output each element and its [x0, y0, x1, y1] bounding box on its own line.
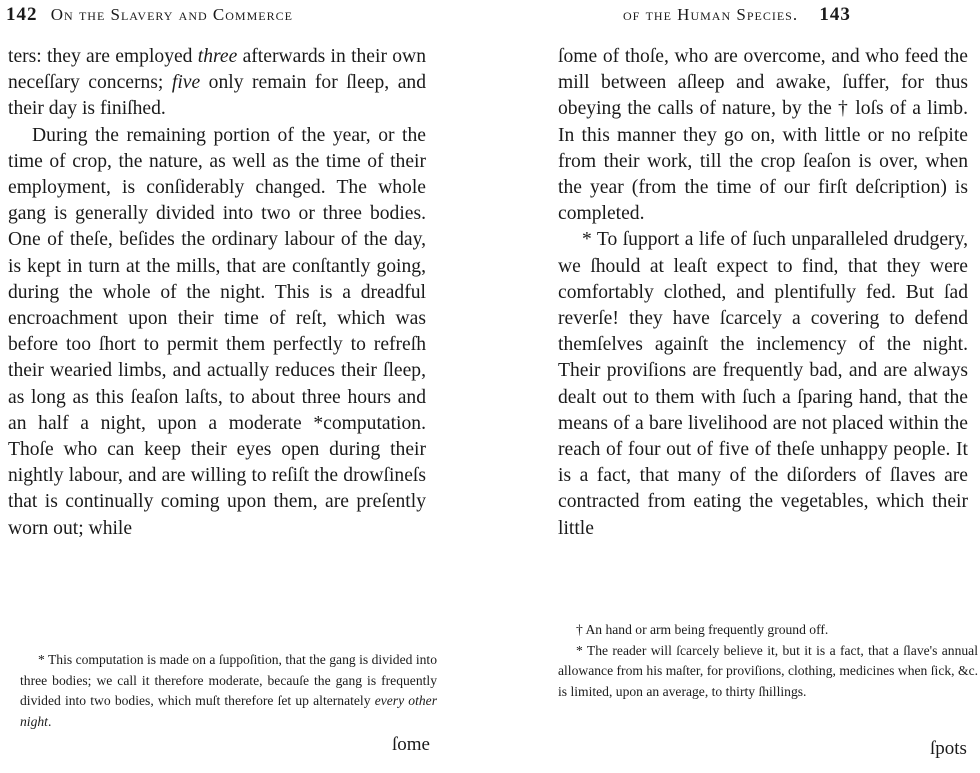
right-running-head	[623, 4, 980, 26]
left-page	[0, 0, 470, 773]
right-footnote-dagger: † An hand or arm being frequently ground off.	[576, 622, 829, 637]
left-footnote-end: .	[47, 713, 52, 729]
right-paragraph-2: * To ſupport a life of ſuch unparalleled drudgery, we ſhould at leaſt expect to find, that they were comfortably clothed, and plentifully fed. But ſad reverſe! they have ſcarcely a covering to defend themſelves againſt the inclemency of the night. Their proviſions are frequently bad, and are always dealt out to them with ſuch a ſparing hand, that the means of a bare livelihood are not placed within the reach of four out of five of theſe unhappy people. It is a fact, that many of the diſorders of ſlaves are contracted from eating the vegetables, which their little	[558, 229, 968, 539]
left-footnote	[20, 650, 437, 732]
left-running-head	[6, 4, 406, 26]
left-running-head-title: On the Slavery and Commerce	[50, 5, 293, 24]
right-paragraph-1: ſome of thoſe, who are overcome, and who feed the mill between aſleep and awake, ſuffer, for thus obeying the calls of nature, by the † loſs of a limb. In this manner they go on, with little or no reſpite from their work, till the crop ſeaſon is over, when the year (from the time of our firſt deſcription) is completed.	[558, 46, 968, 225]
left-paragraph-1-emphasis-five: five	[171, 72, 201, 94]
left-page-number: 142	[6, 4, 38, 25]
right-body-text	[558, 44, 968, 542]
right-catchword: ſpots	[930, 738, 967, 759]
left-paragraph-1	[8, 44, 426, 123]
right-footnote-asterisk: * The reader will ſcarcely believe it, but it is a fact, that a ſlave's annual allowance from his maſter, for proviſions, clothing, medicines when ſick, &c. is limited, upon an average, to thirty ſhillings.	[558, 642, 978, 699]
left-paragraph-1-emphasis-three: three	[197, 46, 238, 67]
right-footnotes	[558, 620, 978, 702]
right-page-number: 143	[819, 4, 851, 25]
left-paragraph-2: During the remaining portion of the year, or the time of crop, the nature, as well as the time of their employment, is conſiderably changed. The whole gang is generally divided into two or three bodies. One of theſe, beſides the ordinary labour of the day, is kept in turn at the mills, that are conſtantly going, during the whole of the night. This is a dreadful encroachment upon their time of reſt, which was before too ſhort to permit them perfectly to refreſh their wearied limbs, and actually reduces their ſleep, as long as this ſeaſon laſts, to about three hours and an half a night, upon a moderate *computation. Thoſe who can keep their eyes open during their nightly labour, and are willing to reſiſt the drowſineſs that is continually coming upon them, are preſently worn out; while	[8, 124, 426, 539]
left-footnote-emphasis: every other night	[20, 693, 437, 729]
left-paragraph-1-start: ters: they are employed	[8, 46, 198, 67]
left-catchword: ſome	[392, 734, 430, 755]
right-page	[545, 0, 980, 773]
right-running-head-title: of the Human Species.	[623, 5, 799, 24]
left-body-text	[8, 44, 426, 542]
left-paragraph-1-end: only remain for ſleep, and their day is finiſhed.	[8, 72, 426, 120]
left-footnotes	[20, 650, 437, 732]
left-paragraph-1-middle: afterwards in their own neceſſary concerns;	[8, 46, 426, 94]
left-footnote-text: * This computation is made on a ſuppoſition, that the gang is divided into three bodies; we call it therefore moderate, becauſe the gang is frequently divided into two bodies, which muſt therefore ſet up alternately	[20, 652, 437, 708]
